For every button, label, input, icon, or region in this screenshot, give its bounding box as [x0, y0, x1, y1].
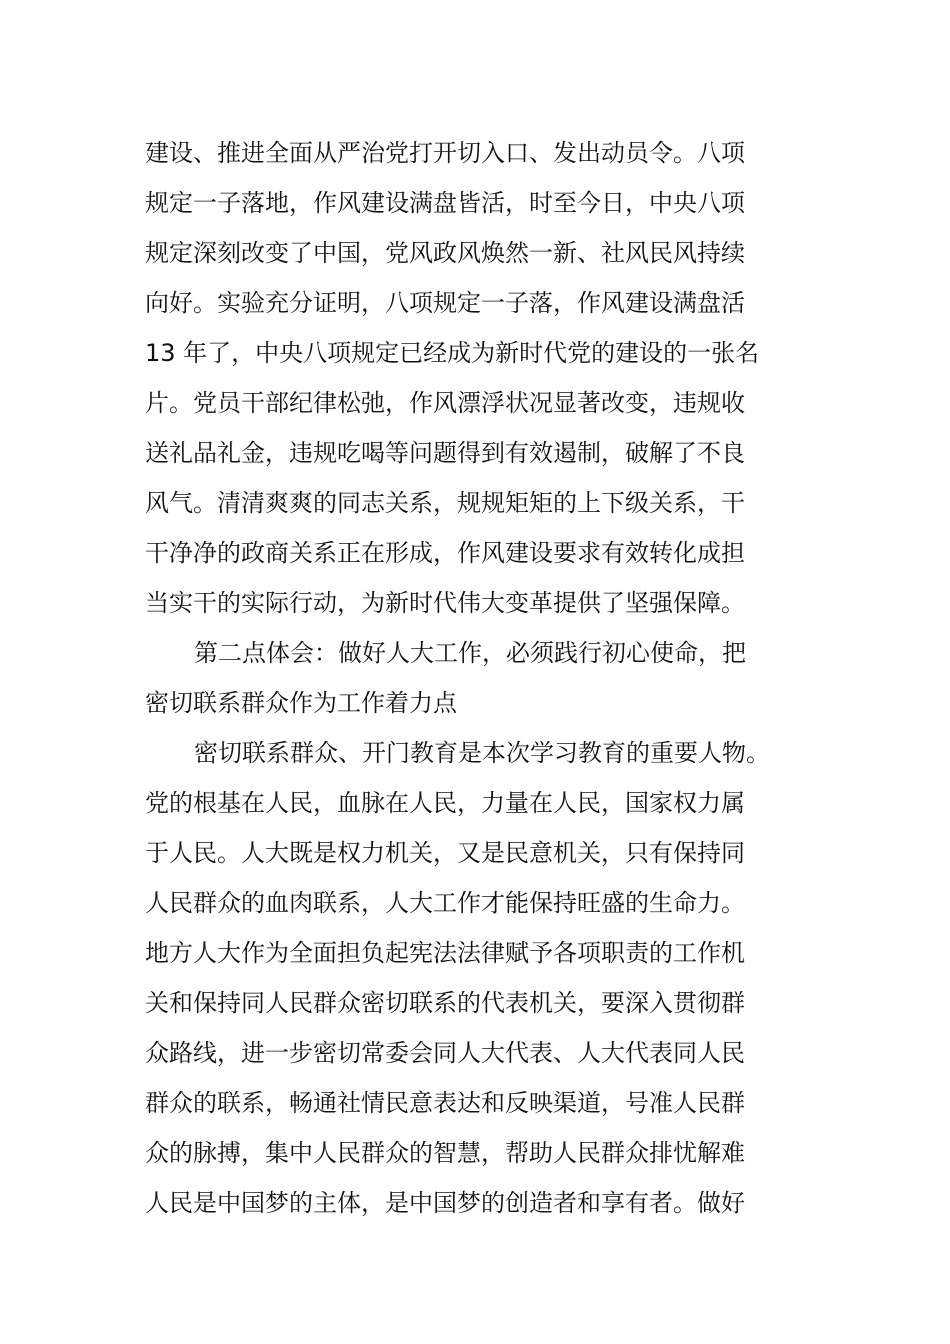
text-line: 风气。清清爽爽的同志关系，规规矩矩的上下级关系，干: [145, 489, 745, 517]
section-heading-line: 第二点体会：做好人大工作，必须践行初心使命，把: [194, 639, 746, 667]
body-text: [145, 128, 845, 1228]
text-line: 地方人大作为全面担负起宪法法律赋予各项职责的工作机: [145, 939, 745, 967]
text-line: 群众的联系，畅通社情民意表达和反映渠道，号准人民群: [145, 1089, 745, 1117]
text-line: 建设、推进全面从严治党打开切入口、发出动员令。八项: [145, 139, 745, 167]
text-line: 人民是中国梦的主体，是中国梦的创造者和享有者。做好: [145, 1189, 745, 1217]
text-line: 干净净的政商关系正在形成，作风建设要求有效转化成担: [145, 539, 745, 567]
text-line: 关和保持同人民群众密切联系的代表机关，要深入贯彻群: [145, 989, 745, 1017]
text-line: 众的脉搏，集中人民群众的智慧，帮助人民群众排忧解难: [145, 1139, 745, 1167]
text-line: 13 年了，中央八项规定已经成为新时代党的建设的一张名: [145, 339, 760, 367]
section-heading-line: 密切联系群众作为工作着力点: [145, 689, 457, 717]
text-line: 当实干的实际行动，为新时代伟大变革提供了坚强保障。: [145, 589, 745, 617]
text-line: 规定深刻改变了中国，党风政风焕然一新、社风民风持续: [145, 239, 745, 267]
text-line: 于人民。人大既是权力机关，又是民意机关，只有保持同: [145, 839, 745, 867]
text-line: 规定一子落地，作风建设满盘皆活，时至今日，中央八项: [145, 189, 745, 217]
text-line: 众路线，进一步密切常委会同人大代表、人大代表同人民: [145, 1039, 745, 1067]
text-line: 人民群众的血肉联系，人大工作才能保持旺盛的生命力。: [145, 889, 745, 917]
text-line: 党的根基在人民，血脉在人民，力量在人民，国家权力属: [145, 789, 745, 817]
paragraph-first-line: 密切联系群众、开门教育是本次学习教育的重要人物。: [194, 739, 770, 767]
text-line: 送礼品礼金，违规吃喝等问题得到有效遏制，破解了不良: [145, 439, 745, 467]
text-line: 片。党员干部纪律松弛，作风漂浮状况显著改变，违规收: [145, 389, 745, 417]
text-line: 向好。实验充分证明，八项规定一子落，作风建设满盘活: [145, 289, 745, 317]
